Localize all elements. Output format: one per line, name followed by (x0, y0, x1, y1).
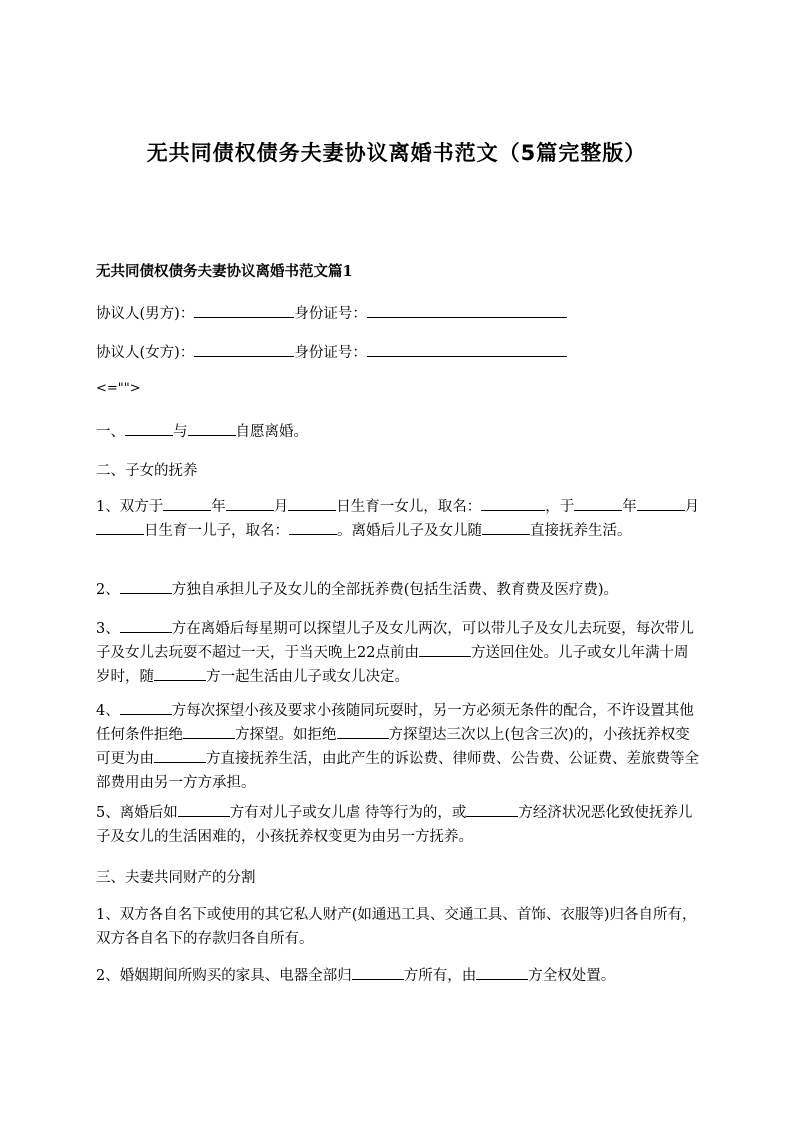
fill-in-blank (163, 496, 211, 511)
clause-text: 方所有，由 (403, 968, 477, 984)
fill-in-blank (289, 520, 337, 535)
clause-text: 方经济状况恶化致使抚养儿子及女儿的生活困难的，小孩抚养权变更为由另一方抚养。 (96, 805, 693, 845)
female-party-line (96, 341, 567, 365)
male-party-label: 协议人(男方)： (96, 306, 195, 322)
clause-text: 方直接抚养生活，由此产生的诉讼费、律师费、公告费、公证费、差旅费等全部费用由另一方方承担。 (96, 751, 699, 791)
fill-in-blank (419, 642, 471, 657)
clause-text: 5、离婚后如 (96, 805, 178, 821)
clause-text: ，于 (545, 499, 575, 515)
document-title: 无共同债权债务夫妻协议离婚书范文（5篇完整版） (146, 141, 647, 165)
clause-2-3 (96, 617, 702, 689)
clause-one-and: 与 (173, 424, 188, 440)
fill-in-blank (120, 579, 172, 594)
fill-in-blank (466, 802, 518, 817)
clause-2-1 (96, 495, 702, 543)
clause-text: 方探望。如拒绝 (235, 727, 337, 743)
clause-one-blank-1 (125, 421, 173, 436)
heading-child-custody: 二、子女的抚养 (96, 463, 198, 479)
clause-text: 方有对儿子或女儿虐 待等行为的，或 (229, 805, 467, 821)
female-party-label: 协议人(女方)： (96, 345, 195, 361)
clause-text: 。离婚后儿子及女儿随 (337, 523, 482, 539)
clause-text: 方在离婚后每星期可以探望儿子及女儿两次，可以带儿子及女儿去玩耍，每次带儿子及女儿去玩耍不超过一天，于当天晚上22点前由 (96, 621, 694, 661)
fill-in-blank (120, 700, 172, 715)
clause-one-blank-2 (188, 421, 236, 436)
clause-3-2 (96, 964, 702, 988)
clause-text: 方全权处置。 (528, 968, 616, 984)
clause-one-text: 自愿离婚。 (235, 424, 308, 440)
code-fragment: <=""> (96, 381, 141, 396)
clause-text: 日生育一女儿，取名： (336, 499, 482, 515)
fill-in-blank (226, 496, 274, 511)
clause-text: 方探望达三次以上(包含三次)的，小孩抚养权变可更为由 (96, 727, 690, 767)
clause-text: 日生育一儿子，取名： (144, 523, 289, 539)
clause-text: 方送回住处。儿子或女儿年满十周岁时，随 (96, 645, 689, 685)
fill-in-blank (96, 520, 144, 535)
fill-in-blank (120, 618, 172, 633)
clause-text: 1、双方于 (96, 499, 164, 515)
fill-in-blank (178, 802, 230, 817)
clause-2-4 (96, 699, 702, 795)
fill-in-blank (482, 520, 530, 535)
clause-text: 方一起生活由儿子或女儿决定。 (206, 669, 409, 685)
female-id-label: 身份证号： (294, 345, 367, 361)
clause-text: 年 (622, 499, 637, 515)
clause-text: 2、 (96, 582, 120, 598)
clause-text: 4、 (96, 703, 120, 719)
clause-text: 方每次探望小孩及要求小孩随同玩耍时，另一方必须无条件的配合，不许设置其他任何条件拒绝 (96, 703, 694, 743)
fill-in-blank (154, 748, 206, 763)
male-name-blank (194, 303, 294, 318)
fill-in-blank (476, 965, 528, 980)
male-party-line (96, 302, 567, 326)
clause-3-1: 1、双方各自名下或使用的其它私人财产(如通迅工具、交通工具、首饰、衣服等)归各自所有，双方各自名下的存款归各自所有。 (96, 907, 697, 947)
fill-in-blank (637, 496, 685, 511)
fill-in-blank (337, 724, 389, 739)
male-id-blank (367, 303, 567, 318)
clause-one-number: 一、 (96, 424, 125, 440)
clause-text: 直接抚养生活。 (530, 523, 632, 539)
clause-text: 3、 (96, 621, 120, 637)
fill-in-blank (352, 965, 404, 980)
fill-in-blank (154, 666, 206, 681)
clause-2-5 (96, 801, 702, 849)
clause-text: 月 (273, 499, 289, 515)
clause-text: 月 (684, 499, 700, 515)
clause-text: 方独自承担儿子及女儿的全部抚养费(包括生活费、教育费及医疗费)。 (171, 582, 619, 598)
clause-text: 2、婚姻期间所购买的家具、电器全部归 (96, 968, 352, 984)
female-id-blank (367, 342, 567, 357)
clause-2-2 (96, 578, 702, 602)
heading-property-division: 三、夫妻共同财产的分割 (96, 870, 256, 886)
fill-in-blank (288, 496, 336, 511)
male-id-label: 身份证号： (294, 306, 367, 322)
fill-in-blank (481, 496, 545, 511)
section-title: 无共同债权债务夫妻协议离婚书范文篇1 (96, 263, 353, 280)
female-name-blank (194, 342, 294, 357)
fill-in-blank (183, 724, 235, 739)
fill-in-blank (574, 496, 622, 511)
clause-text: 年 (211, 499, 226, 515)
clause-one (96, 420, 308, 444)
